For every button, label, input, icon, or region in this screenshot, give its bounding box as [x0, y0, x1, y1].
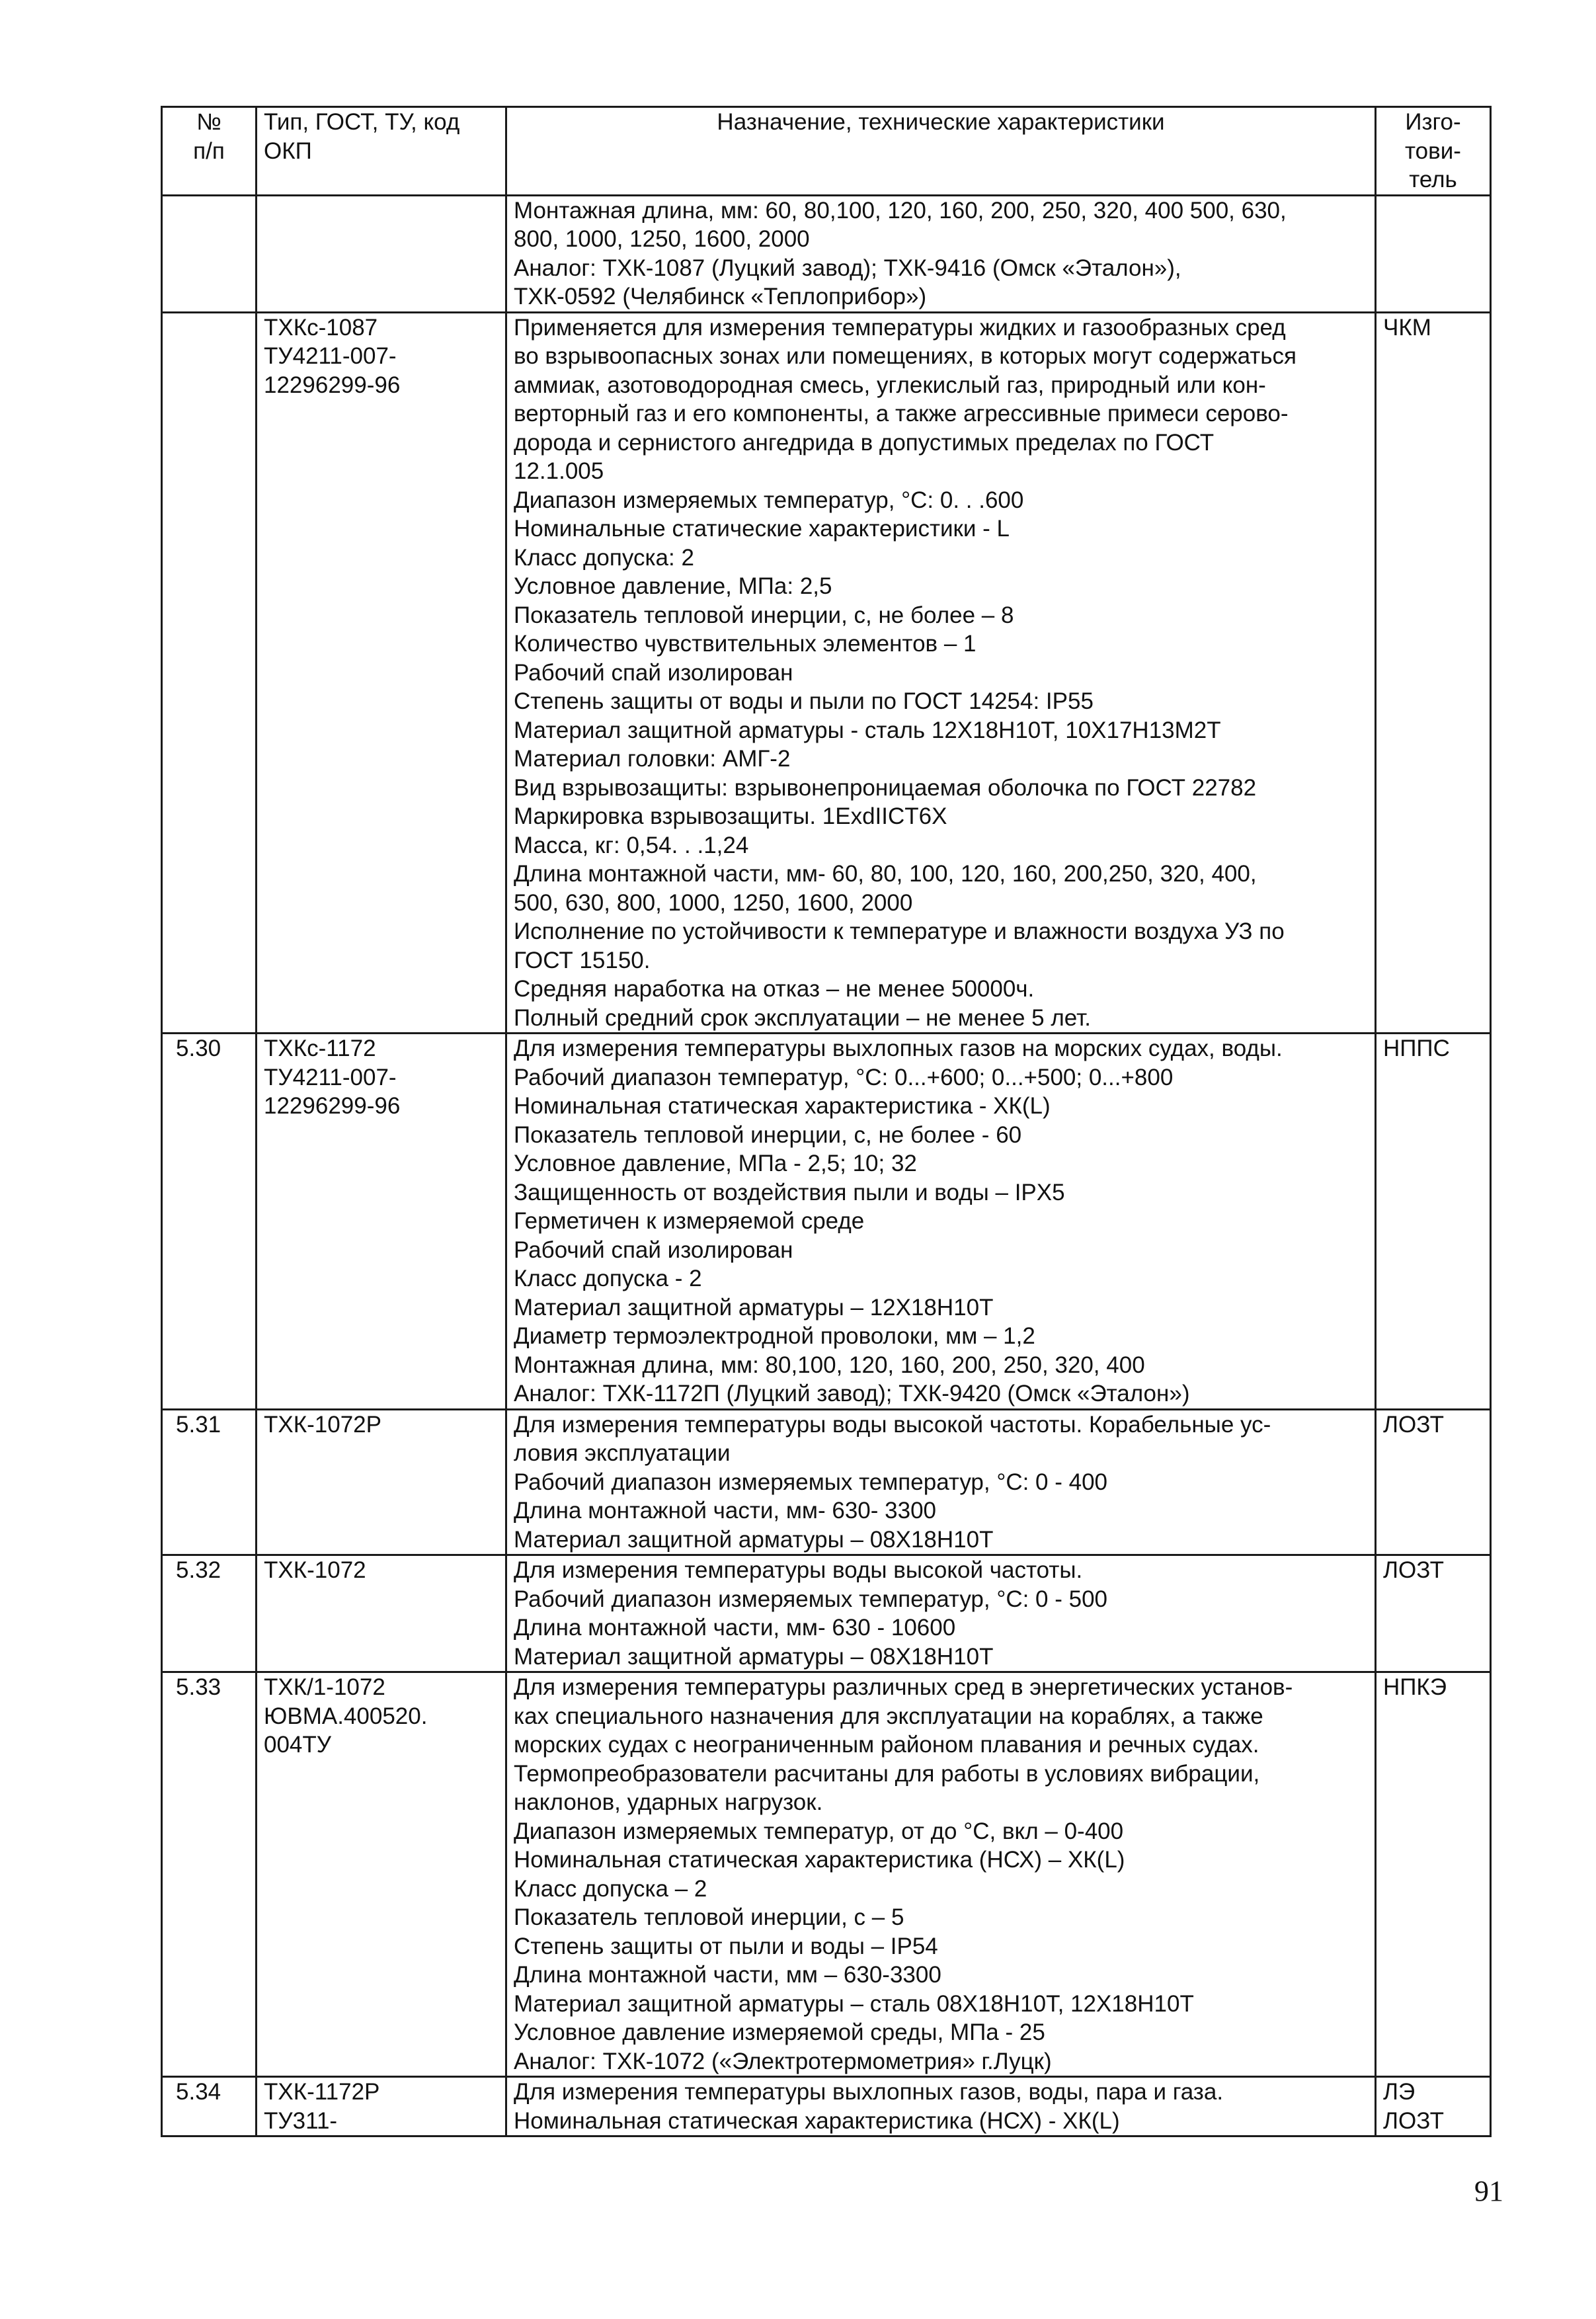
- description-line: Материал защитной арматуры - сталь 12Х18Н10Т, 10Х17Н13М2Т: [514, 717, 1221, 743]
- row-manufacturer: НППС: [1376, 1034, 1491, 1410]
- row-description: [506, 1555, 1376, 1672]
- description-line: Длина монтажной части, мм – 630-3300: [514, 1962, 941, 1988]
- description-line: Исполнение по устойчивости к температуре и влажности воздуха УЗ по: [514, 918, 1285, 944]
- header-maker-line: Изго-: [1405, 109, 1461, 135]
- description-line: Средняя наработка на отказ – не менее 50000ч.: [514, 976, 1035, 1002]
- description-line: Класс допуска – 2: [514, 1875, 707, 1902]
- row-manufacturer: ЧКМ: [1376, 312, 1491, 1034]
- row-number: 5.32: [162, 1555, 257, 1672]
- description-line: Диапазон измеряемых температур, от до °С, вкл – 0-400: [514, 1818, 1124, 1844]
- description-line: Условное давление, МПа - 2,5; 10; 32: [514, 1151, 917, 1176]
- description-line: Диапазон измеряемых температур, °С: 0. . .600: [514, 487, 1024, 513]
- header-maker-line: тель: [1409, 167, 1457, 192]
- row-number: [162, 195, 257, 312]
- row-manufacturer: [1376, 195, 1491, 312]
- row-description: [506, 1672, 1376, 2077]
- header-type-line: ОКП: [264, 138, 312, 164]
- description-line: Для измерения температуры воды высокой частоты.: [514, 1557, 1083, 1583]
- row-description: [506, 312, 1376, 1034]
- description-line: Условное давление измеряемой среды, МПа - 25: [514, 2019, 1045, 2045]
- description-line: морских судах с неограниченным районом плавания и речных судах.: [514, 1732, 1259, 1758]
- description-line: ТХК-0592 (Челябинск «Теплоприбор»): [514, 284, 927, 309]
- table-row: [162, 2077, 1491, 2136]
- description-line: Аналог: ТХК-1087 (Луцкий завод); ТХК-9416 (Омск «Эталон»),: [514, 255, 1181, 281]
- description-line: Полный средний срок эксплуатации – не менее 5 лет.: [514, 1004, 1091, 1031]
- description-line: верторный газ и его компоненты, а также агрессивные примеси серово-: [514, 401, 1289, 427]
- type-line: ТХК-1072Р: [264, 1411, 381, 1438]
- description-line: Класс допуска: 2: [514, 544, 694, 571]
- description-line: Степень защиты от воды и пыли по ГОСТ 14254: IP55: [514, 688, 1094, 714]
- type-line: ТУ4211-007-: [264, 1064, 397, 1090]
- row-number: 5.31: [162, 1409, 257, 1555]
- description-line: Номинальная статическая характеристика (НСХ) – ХК(L): [514, 1847, 1125, 1873]
- description-line: Защищенность от воздействия пыли и воды – IPX5: [514, 1179, 1065, 1205]
- description-line: Номинальная статическая характеристика - ХК(L): [514, 1093, 1051, 1119]
- row-type: [257, 1672, 506, 2077]
- description-line: Для измерения температуры выхлопных газов, воды, пара и газа.: [514, 2079, 1224, 2105]
- description-line: Показатель тепловой инерции, с – 5: [514, 1904, 904, 1930]
- description-line: Показатель тепловой инерции, с, не более – 8: [514, 602, 1014, 628]
- description-line: Монтажная длина, мм: 60, 80,100, 120, 160, 200, 250, 320, 400 500, 630,: [514, 197, 1287, 224]
- description-line: Рабочий спай изолирован: [514, 1237, 793, 1263]
- description-line: Вид взрывозащиты: взрывонепроницаемая оболочка по ГОСТ 22782: [514, 774, 1257, 801]
- row-type: [257, 2077, 506, 2136]
- description-line: Степень защиты от пыли и воды – IP54: [514, 1933, 938, 1959]
- row-description: [506, 195, 1376, 312]
- header-maker-line: тови-: [1405, 138, 1461, 164]
- row-manufacturer: НПКЭ: [1376, 1672, 1491, 2077]
- description-line: Номинальные статические характеристики - L: [514, 516, 1010, 542]
- description-line: Материал защитной арматуры – 08Х18Н10Т: [514, 1643, 994, 1670]
- description-line: Диаметр термоэлектродной проволоки, мм – 1,2: [514, 1323, 1035, 1349]
- header-num-line: п/п: [193, 138, 225, 164]
- description-line: Термопреобразователи расчитаны для работы в условиях вибрации,: [514, 1760, 1260, 1787]
- type-line: ТХК-1072: [264, 1557, 366, 1583]
- description-line: Длина монтажной части, мм- 60, 80, 100, 120, 160, 200,250, 320, 400,: [514, 861, 1257, 887]
- row-type: [257, 195, 506, 312]
- description-line: Показатель тепловой инерции, с, не более - 60: [514, 1121, 1022, 1148]
- description-line: 12.1.005: [514, 458, 604, 484]
- header-type-line: Тип, ГОСТ, ТУ, код: [264, 109, 460, 135]
- type-line: ТХК-1172Р: [264, 2079, 380, 2105]
- description-line: Применяется для измерения температуры жидких и газообразных сред: [514, 314, 1286, 341]
- description-line: ГОСТ 15150.: [514, 947, 651, 973]
- row-description: [506, 2077, 1376, 2136]
- description-line: Аналог: ТХК-1072 («Электротермометрия» г.Луцк): [514, 2048, 1052, 2074]
- description-line: Для измерения температуры воды высокой частоты. Корабельные ус-: [514, 1411, 1271, 1438]
- description-line: Герметичен к измеряемой среде: [514, 1208, 865, 1234]
- row-number: 5.33: [162, 1672, 257, 2077]
- header-maker: [1376, 107, 1491, 196]
- description-line: Длина монтажной части, мм- 630- 3300: [514, 1498, 937, 1524]
- table-row: [162, 1672, 1491, 2077]
- table-row: [162, 312, 1491, 1034]
- table-row: [162, 1409, 1491, 1555]
- description-line: Количество чувствительных элементов – 1: [514, 631, 977, 657]
- type-line: ТУ4211-007-: [264, 343, 397, 369]
- type-line: 12296299-96: [264, 1093, 401, 1119]
- description-line: Масса, кг: 0,54. . .1,24: [514, 832, 749, 858]
- description-line: Материал защитной арматуры – сталь 08Х18Н10Т, 12Х18Н10Т: [514, 1990, 1194, 2017]
- row-type: [257, 1555, 506, 1672]
- description-line: Класс допуска - 2: [514, 1266, 702, 1291]
- row-number: 5.30: [162, 1034, 257, 1410]
- description-line: Монтажная длина, мм: 80,100, 120, 160, 200, 250, 320, 400: [514, 1352, 1145, 1378]
- table-row: [162, 1034, 1491, 1410]
- description-line: Материал головки: АМГ-2: [514, 746, 791, 772]
- row-type: [257, 1034, 506, 1410]
- table-row: [162, 1555, 1491, 1672]
- description-line: дорода и сернистого ангедрида в допустимых пределах по ГОСТ: [514, 429, 1215, 456]
- description-line: аммиак, азотоводородная смесь, углекислый газ, природный или кон-: [514, 372, 1266, 398]
- description-line: Длина монтажной части, мм- 630 - 10600: [514, 1615, 956, 1641]
- description-line: Рабочий диапазон температур, °С: 0...+600; 0...+500; 0...+800: [514, 1064, 1174, 1090]
- table-row: [162, 195, 1491, 312]
- type-line: ТХКс-1172: [264, 1036, 376, 1061]
- description-line: 500, 630, 800, 1000, 1250, 1600, 2000: [514, 889, 913, 916]
- row-type: [257, 1409, 506, 1555]
- type-line: ТХК/1-1072: [264, 1674, 385, 1700]
- row-number: [162, 312, 257, 1034]
- type-line: ТУ311-: [264, 2107, 338, 2134]
- row-description: [506, 1034, 1376, 1410]
- description-line: ках специального назначения для эксплуатации на кораблях, а также: [514, 1703, 1263, 1729]
- description-line: ловия эксплуатации: [514, 1440, 731, 1466]
- header-num: [162, 107, 257, 196]
- spec-table: [161, 106, 1492, 2137]
- type-line: ТХКс-1087: [264, 314, 378, 341]
- type-line: 004ТУ: [264, 1732, 332, 1758]
- row-manufacturer: ЛОЗТ: [1376, 1555, 1491, 1672]
- description-line: во взрывоопасных зонах или помещениях, в которых могут содержаться: [514, 343, 1297, 369]
- header-desc: Назначение, технические характеристики: [506, 107, 1376, 196]
- table-header-row: [162, 107, 1491, 196]
- row-type: [257, 312, 506, 1034]
- type-line: 12296299-96: [264, 372, 401, 398]
- description-line: Рабочий диапазон измеряемых температур, °С: 0 - 400: [514, 1469, 1108, 1495]
- description-line: 800, 1000, 1250, 1600, 2000: [514, 226, 810, 252]
- description-line: Рабочий спай изолирован: [514, 659, 793, 686]
- description-line: Материал защитной арматуры – 08Х18Н10Т: [514, 1526, 994, 1553]
- header-type: [257, 107, 506, 196]
- type-line: ЮВМА.400520.: [264, 1703, 428, 1729]
- description-line: наклонов, ударных нагрузок.: [514, 1789, 823, 1815]
- row-manufacturer: ЛЭ ЛОЗТ: [1376, 2077, 1491, 2136]
- row-manufacturer: ЛОЗТ: [1376, 1409, 1491, 1555]
- table-body: [162, 195, 1491, 2136]
- description-line: Условное давление, МПа: 2,5: [514, 573, 832, 599]
- page-number: 91: [1474, 2175, 1503, 2207]
- description-line: Для измерения температуры выхлопных газов на морских судах, воды.: [514, 1036, 1283, 1061]
- header-num-line: №: [196, 109, 221, 135]
- description-line: Маркировка взрывозащиты. 1ExdIICT6X: [514, 803, 947, 829]
- description-line: Для измерения температуры различных сред в энергетических установ-: [514, 1674, 1293, 1700]
- description-line: Материал защитной арматуры – 12Х18Н10Т: [514, 1294, 994, 1321]
- row-number: 5.34: [162, 2077, 257, 2136]
- description-line: Рабочий диапазон измеряемых температур, °С: 0 - 500: [514, 1586, 1108, 1612]
- row-description: [506, 1409, 1376, 1555]
- description-line: Номинальная статическая характеристика (НСХ) - ХК(L): [514, 2107, 1120, 2134]
- description-line: Аналог: ТХК-1172П (Луцкий завод); ТХК-9420 (Омск «Эталон»): [514, 1381, 1190, 1406]
